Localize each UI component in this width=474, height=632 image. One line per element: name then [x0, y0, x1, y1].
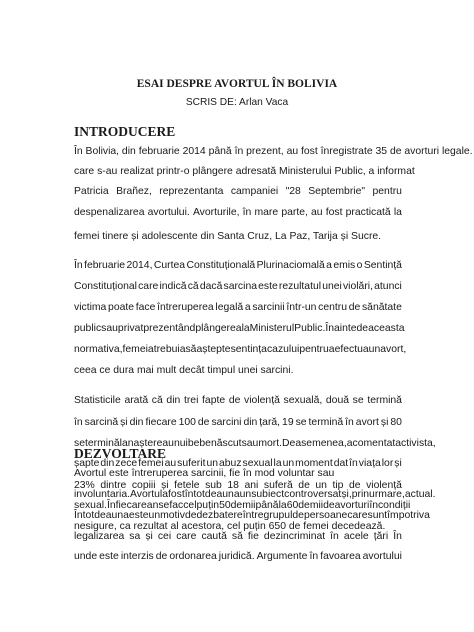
paragraph-line: Patricia Brañez, reprezentanta campaniei "28 Septembrie" pentru	[74, 186, 402, 197]
paragraph-line: șapte din zece femei au suferit un abuz sexual la un moment dat în viața lor și	[74, 458, 402, 469]
byline: SCRIS DE: Arlan Vaca	[185, 97, 289, 108]
paragraph-line: victima poate face întreruperea legală a sarcinii într-un centru de sănătate	[74, 302, 402, 313]
paragraph-line: Întotdeauna este un motiv de dezbatere între grupul de persoane care sunt împotriva	[74, 510, 430, 521]
section-heading: INTRODUCERE	[74, 124, 176, 139]
paragraph-line: nesigure, ca rezultat al acestora, cel puțin 650 de femei decedează.	[74, 521, 386, 532]
paragraph-line: În Bolivia, din februarie 2014 până în prezent, au fost înregistrate 35 de avorturi legale.	[74, 146, 473, 157]
paragraph-line: în sarcină și din fiecare 100 de sarcini din țară, 19 se termină în avort și 80	[74, 417, 402, 428]
paragraph-line: care s-au realizat printr-o plângere adresată Ministerului Public, a informat	[74, 166, 415, 177]
paragraph-line: În februarie 2014, Curtea Constituțională Plurinaciomală a emis o Sentință	[74, 260, 402, 271]
paragraph-line: unde este interzis de ordonarea juridică. Argumente în favoarea avortului	[74, 551, 402, 562]
document-title: ESAI DESPRE AVORTUL ÎN BOLIVIA	[136, 78, 338, 90]
paragraph-line: involuntaria. Avortul a fost întotdeauna un subiect controversat și, prin urmare, actual.	[74, 489, 436, 500]
paragraph-line: Avortul este întreruperea sarcinii, fie în mod voluntar sau	[74, 468, 335, 479]
paragraph-line: femei tinere și adolescente din Santa Cruz, La Paz, Tarija și Sucre.	[74, 231, 382, 242]
paragraph-line: legalizarea sa și cei care caută să fie dezincriminat în acele țări În	[74, 531, 402, 542]
paragraph-line: despenalizarea avortului. Avorturile, în mare parte, au fost practicată la	[74, 207, 402, 218]
paragraph-line: se termină la nașterea unui bebe născut sau mort. De asemenea, a comentat activista,	[74, 438, 436, 449]
section-heading: DEZVOLTARE	[74, 446, 167, 461]
paragraph-line: 23% dintre copiii și fetele sub 18 ani suferă de un tip de violență	[74, 480, 402, 491]
paragraph-line: public sau privat prezentând plângerea la Ministerul Public. Înainte de aceasta	[74, 323, 405, 334]
paragraph-line: normativa, femeia trebuia să aștepte sentința cazului pentru a efectua un avort,	[74, 344, 407, 355]
paragraph-line: sexual. În fiecare an se fac cel puțin 50 de mii până la 60 de mii de avorturi în condiții	[74, 500, 411, 511]
paragraph-line: Constituțional care indică că dacă sarcina este rezultatul unei violări, atunci	[74, 281, 402, 292]
paragraph-line: Statisticile arată că din trei fapte de violență sexuală, două se termină	[74, 395, 402, 406]
paragraph-line: ceea ce dura mai mult decât timpul unei sarcini.	[74, 365, 294, 376]
